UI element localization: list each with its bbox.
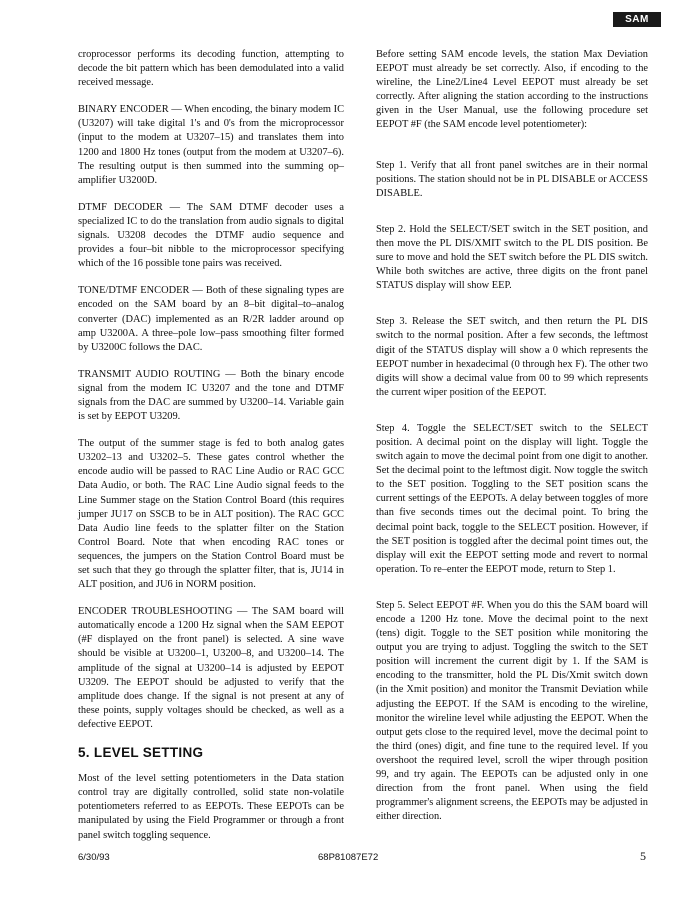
section-heading: 5. LEVEL SETTING	[78, 745, 204, 761]
paragraph: BINARY ENCODER — When encoding, the binary modem IC (U3207) will take digital 1's and 0's from the microprocessor (input to the modem at U3207–15) and translates them into 1200 and 1800 Hz tones (output from the modem at U3207–6). The resulting output is then summed into the summing op–amplifier U3200D.	[78, 104, 344, 186]
paragraph: ENCODER TROUBLESHOOTING — The SAM board will automatically encode a 1200 Hz signal when the SAM EEPOT (#F displayed on the front panel) is selected. A sine wave should be visible at U3200–1, U3200–8, and U3200–14. The amplitude of the signal at U3200–14 is adjusted by EEPOT U3209. The EEPOT should be adjusted to verify that the amplitude does change. If the signal is not present at any of these points, supply voltages should be checked, as well as a defective EEPOT.	[78, 606, 344, 730]
right-column	[376, 48, 648, 846]
left-column	[78, 48, 344, 856]
paragraph: DTMF DECODER — The SAM DTMF decoder uses a specialized IC to do the translation from audio signals to digital signals. U3208 decodes the DTMF audio sequence and provides a four–bit nibble to the microprocessor specifying which of the 16 possible tone pairs was received.	[78, 201, 344, 270]
footer-doc-number: 68P81087E72	[318, 852, 379, 863]
paragraph: croprocessor performs its decoding function, attempting to decode the bit pattern which has been demodulated into a valid received message.	[78, 49, 344, 89]
paragraph: The output of the summer stage is fed to both analog gates U3202–13 and U3202–5. These gates control whether the encode audio will be passed to RAC Line Audio or RAC GCC Data Audio, or both. The RAC Line Audio signal feeds to the Line Summer stage on the Station Control Board (this requires jumper JU17 on SSCB to be in ALT position). The RAC GCC Data Audio line feeds to the splatter filter on the Station Control Board. Note that when encoding RAC tones or sequences, the jumpers on the Station Control Board must be set such that they go through the splatter filter, that is, JU14 in ALT position, and JU6 in NORM position.	[78, 438, 344, 591]
footer-date: 6/30/93	[78, 852, 110, 863]
step-1: Step 1. Verify that all front panel switches are in their normal positions. The station should not be in PL DISABLE or ACCESS DISABLE.	[376, 159, 648, 199]
step-3: Step 3. Release the SET switch, and then return the PL DIS switch to the normal position. After a few seconds, the leftmost digit of the STATUS display will show a 0 which represents the EEPOT number in hexadecimal (0 through hex F). The other two digits will show a decimal value from 00 to 99 which represents the current wiper position of the EEPOT.	[376, 316, 648, 398]
section-tab: SAM	[613, 12, 661, 27]
paragraph: TRANSMIT AUDIO ROUTING — Both the binary encode signal from the modem IC U3207 and the tone and DTMF signals from the DAC are summed by U3200–14. Variable gain is set by EEPOT U3209.	[78, 368, 344, 423]
step-5: Step 5. Select EEPOT #F. When you do this the SAM board will encode a 1200 Hz tone. Move the decimal point to the next (tens) digit. Toggle to the SET position while monitoring the output you are trying to adjust. Toggling the switch to the SET position will increment the current digit by 1. If the SAM is encoding to the transmitter, hold the PL Dis/Xmit switch down (in the Xmit position) and monitor the Transmit Deviation while adjusting the EEPOT. If the SAM is encoding to the wireline, monitor the wireline level while adjusting the EEPOT. When the output gets close to the required level, move the decimal point to the third (ones) digit, and fine tune to the required level. If you overshoot the required level, scroll the wiper through position 99, and try again. The EEPOTs can be adjusted only in one direction from the front panel. When using the field programmer's alignment screens, the EEPOTs may be adjusted in either direction.	[376, 599, 648, 823]
paragraph: TONE/DTMF ENCODER — Both of these signaling types are encoded on the SAM board by an 8–bit digital–to–analog converter (DAC) implemented as an R/2R ladder around op amp U3200A. A three–pole low–pass smoothing filter formed by U3200C follows the DAC.	[78, 285, 344, 353]
paragraph: Before setting SAM encode levels, the station Max Deviation EEPOT must already be set correctly. Also, if encoding to the wireline, the Line2/Line4 Level EEPOT must already be set correctly. After aligning the station according to the instructions given in the User Manual, use the following procedure set EEPOT #F (the SAM encode level potentiometer):	[376, 49, 648, 131]
paragraph: Most of the level setting potentiometers in the Data station control tray are digitally controlled, solid state non-volatile potentiometers referred to as EEPOTs. These EEPOTs can be manipulated by using the Field Programmer or through a front panel switch toggling sequence.	[78, 773, 344, 841]
page-number: 5	[640, 849, 646, 863]
step-2: Step 2. Hold the SELECT/SET switch in the SET position, and then move the PL DIS/XMIT switch to the PL DIS position. Be sure to move and hold the SET switch before the PL DIS switch. While both switches are active, three digits on the front panel STATUS display will show EEP.	[376, 223, 648, 292]
step-4: Step 4. Toggle the SELECT/SET switch to the SELECT position. A decimal point on the display will light. Toggle the switch again to move the decimal point from one digit to another. Set the decimal point to the leftmost digit. Now toggle the switch to the SET position. Toggling to the SET position scans the current settings of the EEPOTs. A delay between toggles of more than five seconds times out the decimal point. To bring the decimal point back, toggle to the SELECT position. However, if the SET position is toggled after the decimal point times out, the display will exit the EEPOT setting mode and revert to normal operation. To re–enter the EEPOT mode, return to Step 1.	[376, 422, 648, 575]
